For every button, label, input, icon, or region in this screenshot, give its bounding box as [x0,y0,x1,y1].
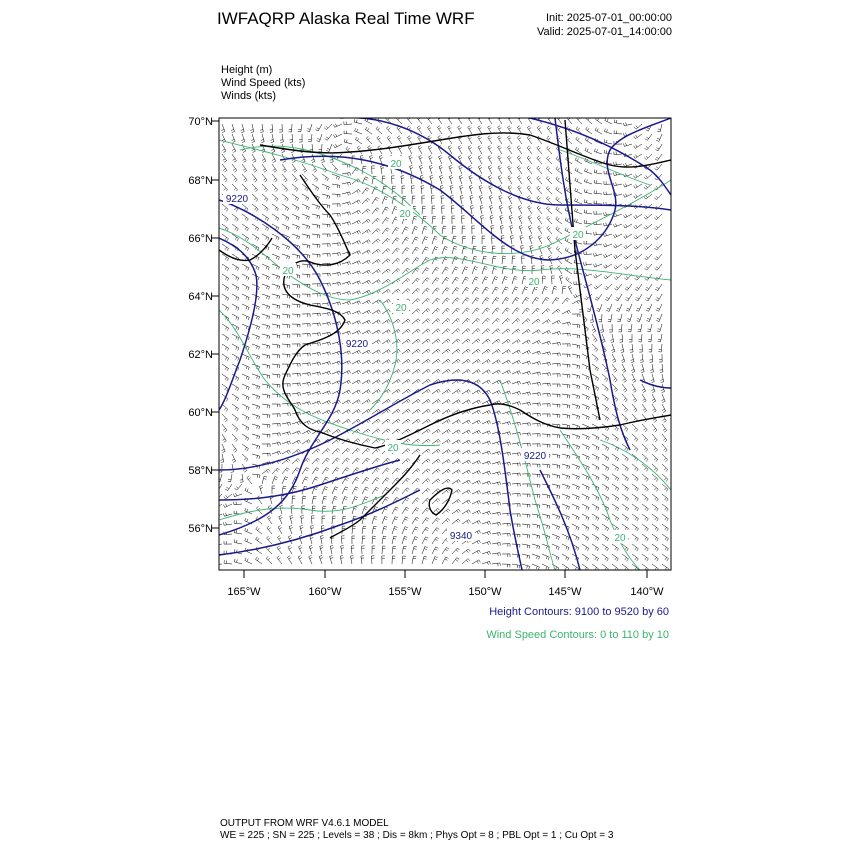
wind-contour-label [385,440,401,454]
valid-time: Valid: 2025-07-01_14:00:00 [537,26,672,38]
wind-contour-label [526,274,542,288]
svg-text:20: 20 [387,443,399,454]
field-winds-label: Winds (kts) [221,90,276,102]
lat-label: 60°N [188,407,213,419]
lat-label: 58°N [188,465,213,477]
svg-text:9220: 9220 [523,451,547,462]
latitude-labels [188,116,213,535]
lon-label: 145°W [548,586,582,598]
field-wind-speed-label: Wind Speed (kts) [221,77,306,89]
svg-text:20: 20 [282,266,294,277]
svg-text:20: 20 [572,230,584,241]
lon-label: 155°W [388,586,422,598]
height-contour-label [223,191,251,205]
svg-text:20: 20 [390,159,402,170]
svg-text:20: 20 [528,277,540,288]
map-canvas [160,110,680,600]
wind-contour-label [280,263,296,277]
wind-contour-label [388,156,404,170]
longitude-labels [227,586,664,598]
init-time: Init: 2025-07-01_00:00:00 [546,12,672,24]
wind-contour-label [570,227,586,241]
svg-text:9220: 9220 [225,194,249,205]
model-info: OUTPUT FROM WRF V4.6.1 MODEL [220,818,389,829]
lat-label: 70°N [188,116,213,128]
lat-label: 68°N [188,175,213,187]
svg-text:20: 20 [399,209,411,220]
svg-text:20: 20 [614,533,626,544]
lon-label: 165°W [227,586,261,598]
wind-contour-label [393,300,409,314]
model-config: WE = 225 ; SN = 225 ; Levels = 38 ; Dis = 8km ; Phys Opt = 8 ; PBL Opt = 1 ; Cu Opt = 3 [220,830,614,841]
lat-label: 56°N [188,523,213,535]
svg-text:9340: 9340 [449,531,473,542]
wind-contour-label [612,530,628,544]
field-height-label: Height (m) [221,64,273,76]
height-contour-legend: Height Contours: 9100 to 9520 by 60 [489,606,669,618]
lat-label: 62°N [188,349,213,361]
lon-label: 140°W [630,586,664,598]
wind-contour-label [397,206,413,220]
wind-speed-contour-legend: Wind Speed Contours: 0 to 110 by 10 [486,629,669,641]
height-contour-label [447,528,475,542]
lon-label: 160°W [308,586,342,598]
lat-label: 64°N [188,291,213,303]
height-contour-label [521,448,549,462]
map-panel [160,110,680,600]
svg-text:20: 20 [395,303,407,314]
svg-text:9220: 9220 [345,339,369,350]
lat-label: 66°N [188,233,213,245]
map-title: IWFAQRP Alaska Real Time WRF [217,9,475,28]
height-contour-label [343,336,371,350]
lon-label: 150°W [468,586,502,598]
